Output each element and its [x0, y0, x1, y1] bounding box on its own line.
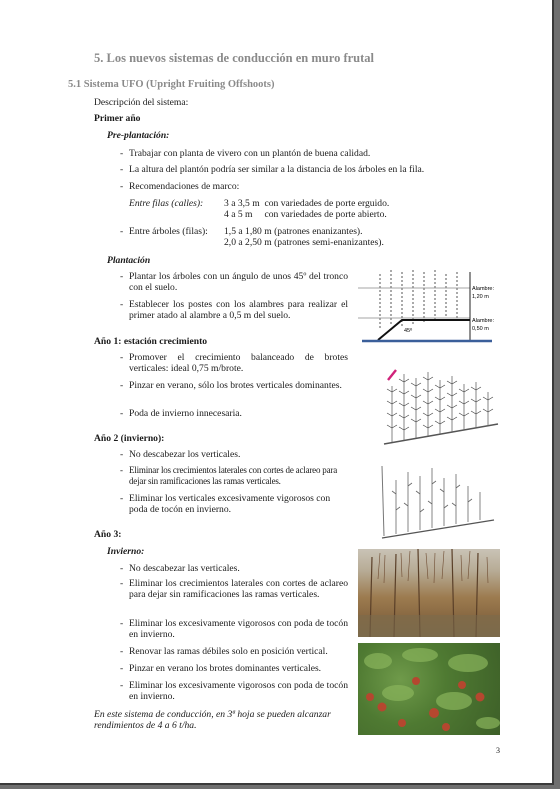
list-item: - Eliminar los crecimientos laterales con cortes de aclareo para dejar sin ramificaciones las ramas verticales.: [120, 465, 337, 486]
trees-value: 1,5 a 1,80 m (patrones enanizantes).: [224, 226, 363, 237]
description-label: Descripción del sistema:: [94, 97, 189, 108]
wire-top-label: Alambre:: [472, 286, 495, 292]
list-item: - La altura del plantón podría ser similar a la distancia de los árboles en la fila.: [120, 164, 425, 175]
photo-branches: [378, 551, 488, 583]
year1-title: Primer año: [94, 113, 141, 124]
trees-value: 2,0 a 2,50 m (patrones semi-enanizantes).: [224, 237, 384, 248]
list-item: - Eliminar los crecimientos laterales con cortes de aclareo para dejar sin ramificaciones las ramas verticales.: [120, 578, 348, 600]
pinch-marker: [388, 370, 396, 380]
list-item: - Pinzar en verano los brotes dominantes verticales.: [120, 663, 322, 674]
year1-growth-title: Año 1: estación crecimiento: [94, 336, 208, 347]
list-item: - Pinzar en verano, sólo los brotes verticales dominantes.: [120, 380, 342, 391]
subsection-title: 5.1 Sistema UFO (Upright Fruiting Offshoots): [68, 79, 275, 90]
plant-title: Plantación: [107, 255, 151, 266]
trellis-diagram: [358, 268, 498, 344]
rows-value: 4 a 5 m con variedades de porte abierto.: [224, 209, 387, 220]
list-item: - Eliminar los verticales excesivamente vigorosos con poda de tocón en invierno.: [120, 493, 331, 515]
list-item: - Renovar las ramas débiles solo en posición vertical.: [120, 646, 328, 657]
post-line: [382, 466, 384, 536]
tree-growth-illustration: [378, 352, 502, 448]
conclusion-text: En este sistema de conducción, en 3ª hoja se pueden alcanzar rendimientos de 4 a 6 t/ha.: [94, 709, 331, 731]
list-item: - Plantar los árboles con un ángulo de unos 45º del tronco con el suelo.: [120, 271, 348, 293]
list-item: - No descabezar los verticales.: [120, 449, 241, 460]
angle-label: 45º: [404, 328, 413, 334]
cordon-line: [384, 424, 498, 444]
list-item: - Eliminar los excesivamente vigorosos con poda de tocón en invierno.: [120, 618, 348, 640]
section-title: 5. Los nuevos sistemas de conducción en muro frutal: [94, 51, 374, 65]
list-item: - Poda de invierno innecesaria.: [120, 408, 242, 419]
rows-value: 3 a 3,5 m con variedades de porte erguido.: [224, 198, 390, 209]
trunk-line: [378, 320, 470, 340]
list-item: - No descabezar las verticales.: [120, 563, 240, 574]
list-item: - Promover el crecimiento balanceado de brotes verticales: ideal 0,75 m/brote.: [120, 352, 348, 374]
page-number: 3: [496, 746, 500, 755]
preplant-title: Pre-plantación:: [107, 130, 170, 141]
list-item: - Establecer los postes con los alambres para realizar el primer atado al alambre a 0,5 m del suelo.: [120, 299, 348, 321]
year2-title: Año 2 (invierno):: [94, 433, 165, 444]
list-item: - Eliminar los excesivamente vigorosos con poda de tocón en invierno.: [120, 680, 348, 702]
year3-title: Año 3:: [94, 529, 122, 540]
trees-label: - Entre árboles (filas):: [120, 226, 208, 237]
wire-bottom-label: Alambre:: [472, 318, 495, 324]
orchard-summer-photo: [358, 643, 500, 735]
list-item: - Trabajar con planta de vivero con un plantón de buena calidad.: [120, 148, 371, 159]
wire-bottom-height: 0,50 m: [472, 326, 489, 332]
list-item: - Recomendaciones de marco:: [120, 181, 240, 192]
vertical-branches: [392, 372, 488, 442]
cordon-line: [382, 520, 494, 538]
winter-title: Invierno:: [107, 546, 145, 557]
winter-pruning-illustration: [378, 450, 498, 542]
wire-top-height: 1,20 m: [472, 294, 489, 300]
rows-label: Entre filas (calles):: [129, 198, 204, 209]
orchard-winter-photo: [358, 549, 500, 637]
photo-ground: [358, 615, 500, 637]
